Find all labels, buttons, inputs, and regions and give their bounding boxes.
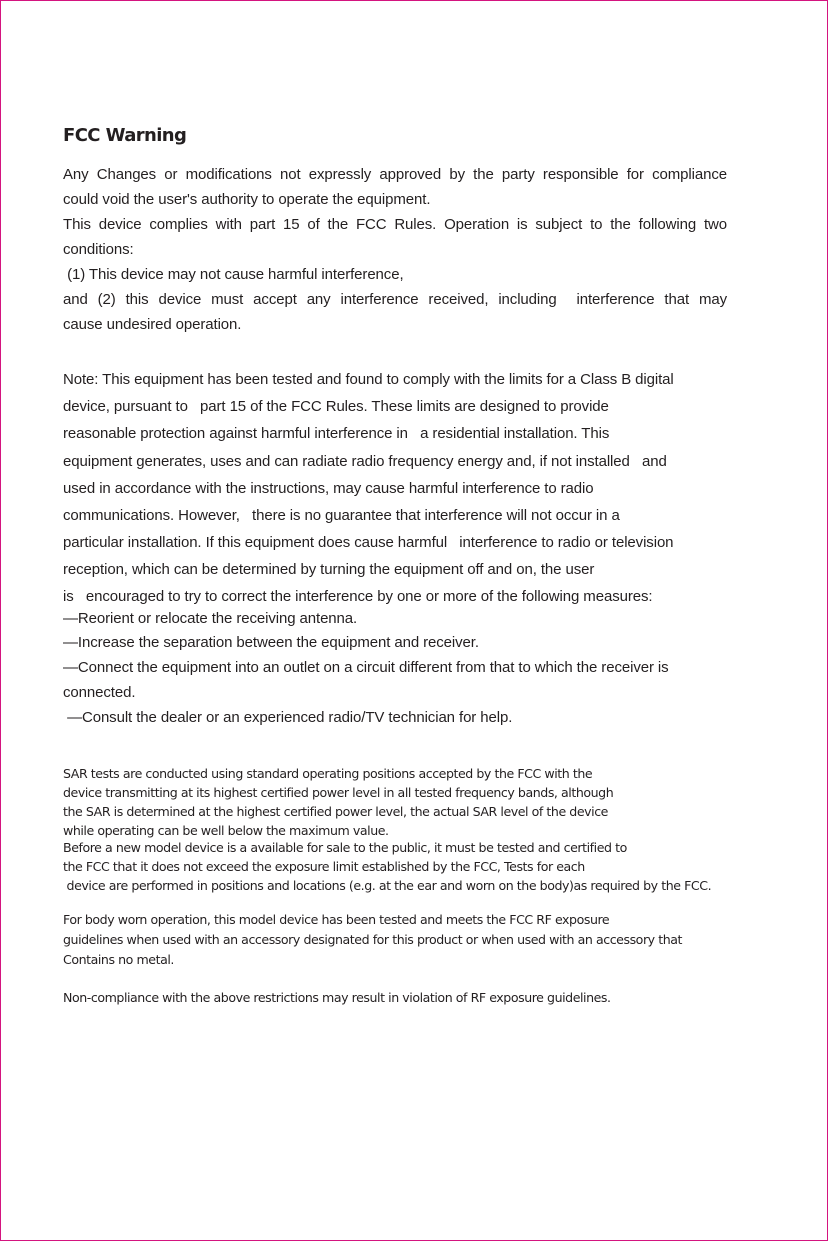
- measure-item: —Increase the separation between the equipment and receiver.: [63, 634, 479, 651]
- text-line: reception, which can be determined by turning the equipment off and on, the user: [63, 561, 595, 578]
- measure-item: —Connect the equipment into an outlet on a circuit different from that to which the receiver is: [63, 659, 669, 676]
- text-line: guidelines when used with an accessory designated for this product or when used with an accessory that: [63, 932, 682, 947]
- text-line: while operating can be well below the maximum value.: [63, 823, 389, 838]
- measure-item: —Consult the dealer or an experienced radio/TV technician for help.: [63, 709, 513, 726]
- text-line: the SAR is determined at the highest certified power level, the actual SAR level of the device: [63, 804, 608, 819]
- text-line: Before a new model device is a available for sale to the public, it must be tested and certified to: [63, 840, 627, 855]
- text-line: device, pursuant to part 15 of the FCC Rules. These limits are designed to provide: [63, 398, 609, 415]
- text-line: device transmitting at its highest certified power level in all tested frequency bands, although: [63, 785, 614, 800]
- text-line: Contains no metal.: [63, 952, 174, 967]
- measure-item: —Reorient or relocate the receiving antenna.: [63, 610, 358, 627]
- text-line: SAR tests are conducted using standard operating positions accepted by the FCC with the: [63, 766, 593, 781]
- text-line: reasonable protection against harmful interference in a residential installation. This: [63, 425, 610, 442]
- text-line: particular installation. If this equipment does cause harmful interference to radio or television: [63, 534, 674, 551]
- text-line: equipment generates, uses and can radiate radio frequency energy and, if not installed and: [63, 453, 667, 470]
- text-line: could void the user's authority to operate the equipment.: [63, 191, 431, 208]
- text-line: This device complies with part 15 of the FCC Rules. Operation is subject to the following two: [63, 216, 727, 233]
- text-line: communications. However, there is no guarantee that interference will not occur in a: [63, 507, 620, 524]
- text-line: cause undesired operation.: [63, 316, 242, 333]
- text-line: For body worn operation, this model device has been tested and meets the FCC RF exposure: [63, 912, 610, 927]
- text-line: Note: This equipment has been tested and found to comply with the limits for a Class B digital: [63, 371, 674, 388]
- text-line: connected.: [63, 684, 136, 701]
- text-line: device are performed in positions and locations (e.g. at the ear and worn on the body)as required by the FCC.: [63, 878, 712, 893]
- text-line: is encouraged to try to correct the interference by one or more of the following measures:: [63, 588, 653, 605]
- text-line: and (2) this device must accept any interference received, including interference that may: [63, 291, 727, 308]
- text-line: used in accordance with the instructions, may cause harmful interference to radio: [63, 480, 594, 497]
- text-line: (1) This device may not cause harmful interference,: [63, 266, 404, 283]
- text-line: the FCC that it does not exceed the exposure limit established by the FCC, Tests for each: [63, 859, 585, 874]
- text-line: Non-compliance with the above restrictions may result in violation of RF exposure guidelines.: [63, 990, 611, 1005]
- text-line: conditions:: [63, 241, 134, 258]
- text-line: Any Changes or modifications not expressly approved by the party responsible for compliance: [63, 166, 727, 183]
- page-title: FCC Warning: [63, 125, 187, 146]
